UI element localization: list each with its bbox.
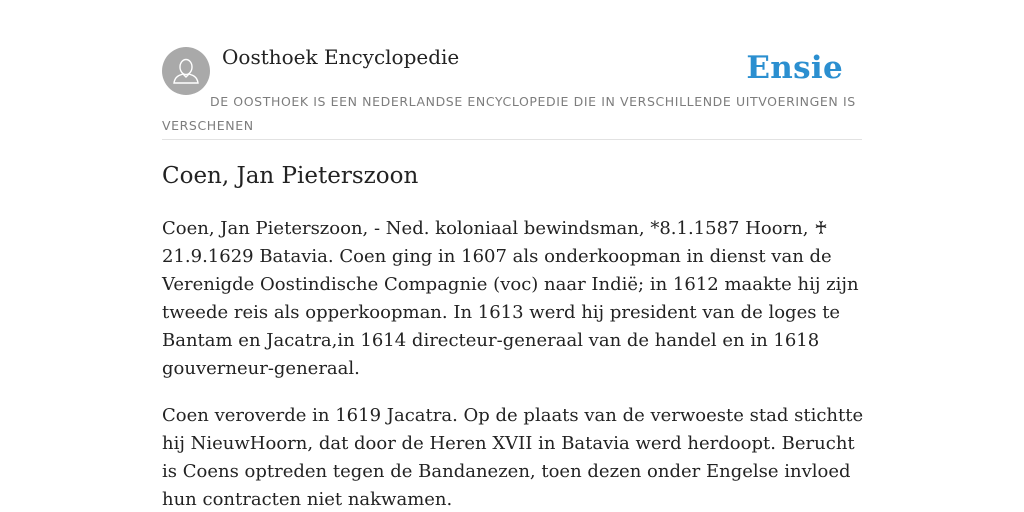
site-title[interactable]: Oosthoek Encyclopedie (222, 45, 460, 69)
article-paragraph: Coen, Jan Pieterszoon, - Ned. koloniaal bewindsman, *8.1.1587 Hoorn, ♰ 21.9.1629 Batavia. Coen ging in 1607 als onderkoopman in dienst van de Verenigde Oostindische Compagnie (voc) naar Indië; in 1612 maakte hij zijn tweede reis als opperkoopman. In 1613 werd hij president van de loges te Bantam en Jacatra,in 1614 directeur-generaal van de handel en in 1618 gouverneur-generaal. (162, 218, 859, 379)
article-body (162, 215, 864, 512)
ensie-logo[interactable]: Ensie (746, 50, 843, 86)
article-paragraph: Coen veroverde in 1619 Jacatra. Op de plaats van de verwoeste stad stichtte hij NieuwHoorn, dat door de Heren XVII in Batavia werd herdoopt. Berucht is Coens optreden tegen de Bandanezen, toen dezen onder Engelse invloed hun contracten niet nakwamen. (162, 405, 864, 510)
content-column (162, 0, 864, 510)
article-title: Coen, Jan Pieterszoon (162, 163, 419, 189)
header (162, 0, 862, 140)
user-icon[interactable] (162, 47, 210, 95)
site-tagline: DE OOSTHOEK IS EEN NEDERLANDSE ENCYCLOPEDIE DIE IN VERSCHILLENDE UITVOERINGEN IS VERSCHENEN (162, 94, 856, 133)
